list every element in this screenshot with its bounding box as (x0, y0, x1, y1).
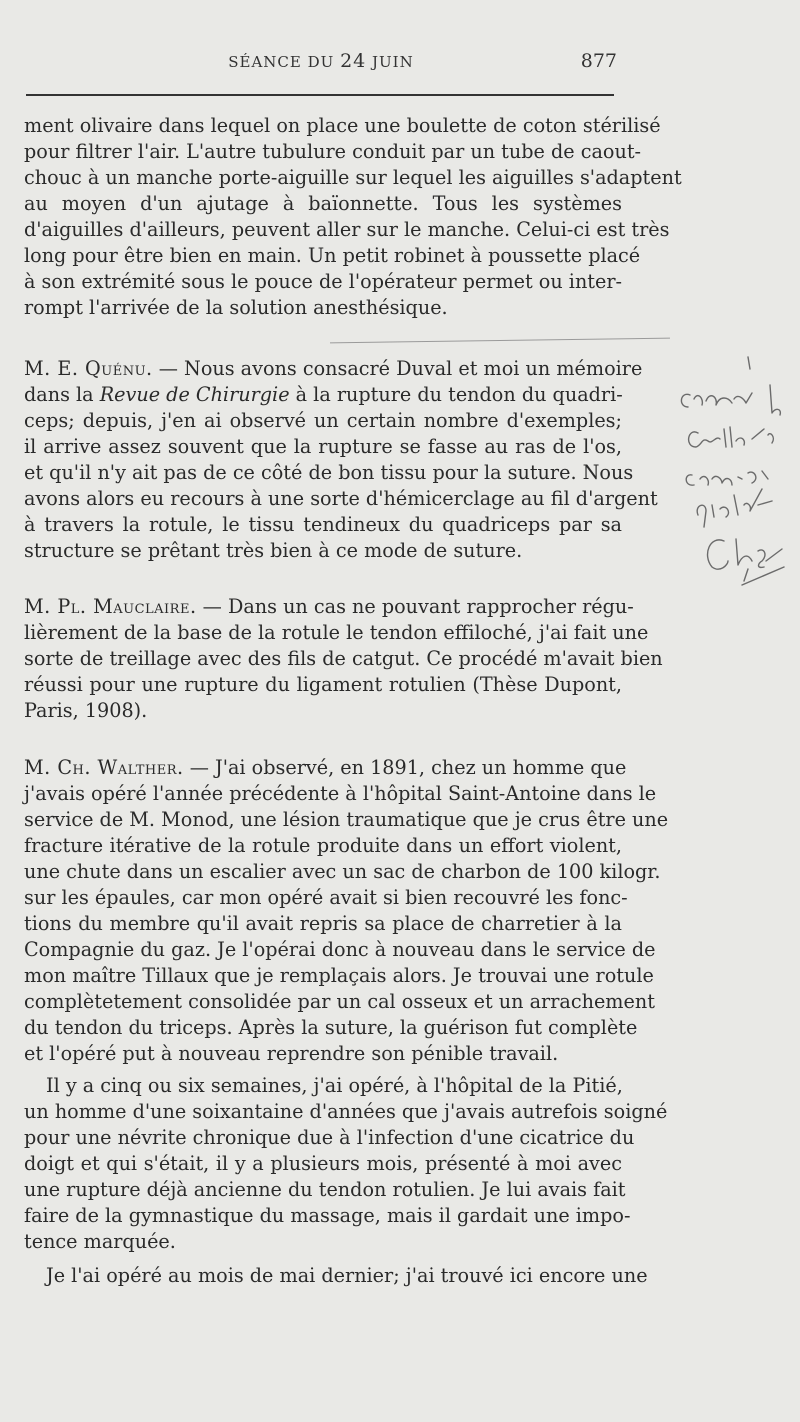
text-line: doigt et qui s'était, il y a plusieurs mois, présenté à moi avec (24, 1152, 622, 1175)
text-fragment: — Dans un cas ne pouvant rapprocher régu- (196, 595, 634, 618)
speaker-name: M. Ch. Walther. (24, 756, 184, 779)
header-title-prefix: SÉANCE DU (228, 53, 335, 71)
text-line (24, 356, 643, 382)
text-line: service de M. Monod, une lésion traumatique que je crus être une (24, 808, 669, 831)
text-line: j'avais opéré l'année précédente à l'hôpital Saint-Antoine dans le (24, 782, 657, 805)
text-line: une chute dans un escalier avec un sac de charbon de 100 kilogr. (24, 860, 661, 883)
running-header (25, 50, 617, 76)
text-line: ceps; depuis, j'en ai observé un certain nombre d'exemples; (24, 409, 622, 432)
journal-title: Revue de Chirurgie (99, 383, 290, 406)
text-fragment: — Nous avons consacré Duval et moi un mémoire (152, 357, 643, 380)
speaker-name: M. E. Quénu. (24, 357, 153, 380)
text-line: Je l'ai opéré au mois de mai dernier; j'ai trouvé ici encore une (46, 1264, 648, 1287)
text-line: sur les épaules, car mon opéré avait si bien recouvré les fonc- (24, 886, 628, 909)
text-line: faire de la gymnastique du massage, mais il gardait une impo- (24, 1204, 631, 1227)
text-line: complètetement consolidée par un cal osseux et un arrachement (24, 990, 655, 1013)
paragraph-mauclaire (24, 594, 663, 724)
text-line: réussi pour une rupture du ligament rotulien (Thèse Dupont, (24, 673, 622, 696)
paragraph-1 (24, 113, 682, 321)
text-line: tions du membre qu'il avait repris sa place de charretier à la (24, 912, 622, 935)
text-line: une rupture déjà ancienne du tendon rotulien. Je lui avais fait (24, 1178, 626, 1201)
handwritten-annotation-icon (672, 355, 800, 595)
text-line: mon maître Tillaux que je remplaçais alors. Je trouvai une rotule (24, 964, 654, 987)
header-title (25, 50, 617, 72)
speaker-name: M. Pl. Mauclaire. (24, 595, 197, 618)
text-line: Compagnie du gaz. Je l'opérai donc à nouveau dans le service de (24, 938, 656, 961)
text-line: pour une névrite chronique due à l'infection d'une cicatrice du (24, 1126, 635, 1149)
text-line: et qu'il n'y ait pas de ce côté de bon tissu pour la suture. Nous (24, 461, 634, 484)
paragraph-quenu (24, 356, 658, 564)
text-line: d'aiguilles d'ailleurs, peuvent aller sur le manche. Celui-ci est très (24, 218, 670, 241)
text-line: Il y a cinq ou six semaines, j'ai opéré, à l'hôpital de la Pitié, (46, 1074, 623, 1097)
text-line: du tendon du triceps. Après la suture, la guérison fut complète (24, 1016, 638, 1039)
header-title-month: JUIN (372, 53, 414, 71)
text-line: au moyen d'un ajutage à baïonnette. Tous les systèmes (24, 192, 622, 215)
header-rule (26, 94, 614, 96)
text-line: fracture itérative de la rotule produite dans un effort violent, (24, 834, 622, 857)
text-line: sorte de treillage avec des fils de catgut. Ce procédé m'avait bien (24, 647, 663, 670)
text-line: pour filtrer l'air. L'autre tubulure conduit par un tube de caout- (24, 140, 642, 163)
faint-pencil-line (330, 338, 670, 344)
paragraph-5 (24, 1073, 668, 1255)
text-line: structure se prêtant très bien à ce mode de suture. (24, 539, 523, 562)
text-line: long pour être bien en main. Un petit robinet à poussette placé (24, 244, 641, 267)
text-line: ment olivaire dans lequel on place une boulette de coton stérilisé (24, 114, 661, 137)
text-line (24, 594, 634, 620)
text-line: à son extrémité sous le pouce de l'opérateur permet ou inter- (24, 270, 623, 293)
text-line: et l'opéré put à nouveau reprendre son pénible travail. (24, 1042, 559, 1065)
text-line: dans la Revue de Chirurgie à la rupture du tendon du quadri- (24, 383, 623, 406)
text-line: chouc à un manche porte-aiguille sur lequel les aiguilles s'adaptent (24, 166, 682, 189)
text-line (24, 755, 627, 781)
text-line: il arrive assez souvent que la rupture se fasse au ras de l'os, (24, 435, 622, 458)
paragraph-6 (24, 1263, 648, 1289)
text-line: rompt l'arrivée de la solution anesthésique. (24, 296, 448, 319)
text-line: lièrement de la base de la rotule le tendon effiloché, j'ai fait une (24, 621, 649, 644)
text-line: avons alors eu recours à une sorte d'hémicerclage au fil d'argent (24, 487, 658, 510)
text-line: à travers la rotule, le tissu tendineux du quadriceps par sa (24, 513, 622, 536)
page-number: 877 (580, 50, 617, 72)
text-line: tence marquée. (24, 1230, 176, 1253)
text-line: un homme d'une soixantaine d'années que j'avais autrefois soigné (24, 1100, 668, 1123)
text-fragment: — J'ai observé, en 1891, chez un homme que (183, 756, 627, 779)
text-line: Paris, 1908). (24, 699, 148, 722)
paragraph-walther (24, 755, 669, 1067)
header-title-day: 24 (340, 50, 367, 72)
